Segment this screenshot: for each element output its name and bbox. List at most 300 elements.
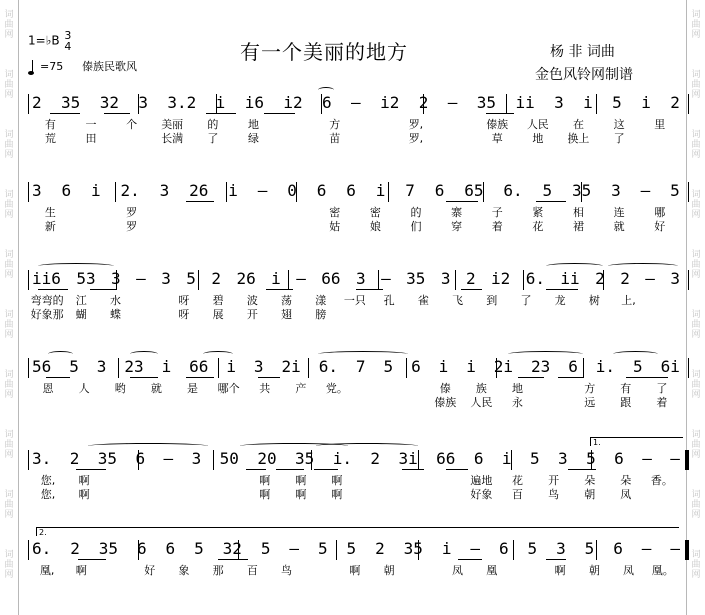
lyric-word [355,132,396,146]
note-token: i [466,357,476,376]
note-group [32,180,680,202]
note-token: 35 [406,269,426,288]
lyric-word: 膀 [315,308,327,321]
note-token: 2 [69,449,80,468]
tempo-value: =75 [40,60,64,73]
note-token: 26 [236,269,256,288]
lyric-word: 田 [85,132,97,145]
note-token: i [583,93,593,112]
beam-underline [206,113,236,114]
lyric-word [71,220,112,234]
note-token: 5 [346,539,357,558]
lyric-word [436,118,477,132]
note-token: 5 [584,539,595,558]
note-token: i [91,181,101,200]
note-token: 3 [356,269,366,288]
lyric-word [111,132,152,146]
lyric-word: 绿 [247,132,259,145]
lyric-word: 啊 [331,474,343,487]
note-token: 53 [76,269,96,288]
lyric-word [133,308,167,322]
note-token: i. [332,449,352,468]
slur-mark [318,87,334,93]
lyric-word: 雀 [417,294,429,307]
lyric-word: 的 [207,118,219,131]
lyric-word [283,396,319,410]
lyric-word [475,308,509,322]
lyric-word: 连 [613,206,625,219]
beam-underline [76,469,106,470]
lyric-word [646,294,680,308]
lyric-word: 寨 [451,206,463,219]
note-token: 3.2 [167,93,197,112]
note-token: i [226,357,236,376]
lyric-word: 的 [410,206,422,219]
note-token: 3 [138,93,148,112]
watermark-text: 词 曲 网 [4,430,14,460]
beam-underline [218,559,248,560]
slur-mark [608,263,678,269]
watermark-text: 词 曲 网 [691,250,701,280]
barline [28,450,29,470]
lyric-word [355,118,396,132]
barline [688,94,689,114]
lyric-word [138,396,174,410]
note-token: – [447,93,458,112]
lyric-word [66,396,102,410]
lyric-word [71,206,112,220]
lyric-word: 荡 [281,294,293,307]
composer-credit: 杨 非 词曲 [550,44,615,60]
notes-line [18,180,688,202]
beam-underline [568,469,596,470]
beam-underline [546,289,578,290]
lyric-word: 鸟 [548,488,560,501]
note-token: 2 [670,93,680,112]
note-token: 3 [253,357,264,376]
lyric-word: 密 [369,206,381,219]
lyric-word: 傣 [439,382,451,395]
beam-underline [518,377,544,378]
note-token: 3 [558,449,568,468]
lyric-word: 这 [613,118,625,131]
lyric-word: 草 [491,132,503,145]
note-token: 6 [613,539,623,558]
note-token: 35 [97,449,118,468]
lyric-word: 啊 [331,488,343,501]
lyric-word [174,396,210,410]
lyric-word: 傣族 [486,118,509,131]
note-token: 5 [542,181,553,200]
key-label: 1=♭B [28,33,60,48]
note-token: 6. [525,269,545,288]
lyric-word: 哪 [654,206,666,219]
note-token: 20 [257,449,277,468]
note-token: 6 [135,449,146,468]
tempo-marking [32,60,63,73]
note-token: 6 [614,449,624,468]
lyric-word: 花 [511,474,523,487]
lyric-word: 方 [329,118,341,131]
lyric-word: 党。 [325,382,348,395]
note-token: i [641,93,651,112]
lyric-word [152,206,193,220]
note-token: i. [595,357,616,376]
style-label: 傣族民歌风 [82,60,137,73]
lyric-word: 啊 [259,488,271,501]
lyric-word: 啊 [259,474,271,487]
note-token: 5 [670,181,680,200]
barline [28,182,29,202]
lyric-word [644,488,680,502]
note-token: 35 [61,93,81,112]
lyric-word: 朵 [620,474,632,487]
lyric-word: 紧 [532,206,544,219]
note-token: 2 [620,269,630,288]
note-token: i6 [244,93,264,112]
lyric-word [274,206,315,220]
beam-underline [246,469,266,470]
lyric-word: 遍地 [470,474,493,487]
lyric-word: 傣族 [434,396,457,409]
lyric-word: 了 [656,382,668,395]
lyric-word [102,396,138,410]
note-group [32,356,680,378]
lyric-word: 永 [511,396,523,409]
note-token: – [257,181,268,200]
note-token: i2 [491,269,511,288]
note-token: 35 [476,93,497,112]
lyric-word [304,564,338,578]
lyric-word: 蝴 [75,308,87,321]
lyric-word [646,308,680,322]
lyric-word: 啊 [75,564,87,577]
lyric-word [406,564,440,578]
watermark-text: 词 曲 网 [691,430,701,460]
lyric-word [391,382,427,396]
lyric-word: 朝 [588,564,600,577]
lyric-word [509,308,543,322]
lyric-word: 人民 [470,396,493,409]
slur-mark [38,263,114,269]
note-token: 6 [411,357,421,376]
note-token: 6 [473,449,484,468]
note-token: 3 [111,269,121,288]
lyric-word: 那 [212,564,224,577]
lyric-word [152,220,193,234]
lyric-word: 是 [186,382,198,395]
lyric-word: 一只 [343,294,366,307]
lyric-word [319,396,355,410]
barline [688,270,689,290]
note-token: 56 [32,357,52,376]
lyric-word [406,308,440,322]
lyric-word: 呀 [178,294,190,307]
note-token: 5 [69,357,79,376]
watermark-text: 词 曲 网 [691,370,701,400]
lyric-word [338,308,372,322]
lyric-word: 开 [246,308,258,321]
lyric-line [18,118,680,132]
lyric-word: 就 [150,382,162,395]
beam-underline [626,377,668,378]
lyric-word: 生 [44,206,56,219]
notes-line [18,356,688,378]
note-token: 7 [405,181,415,200]
lyric-word [577,308,611,322]
barline [688,540,689,560]
note-token: 2 [32,93,42,112]
slur-mark [316,443,418,449]
lyric-word: 密 [329,206,341,219]
lyric-word: 恩 [42,382,54,395]
lyric-word: 到 [486,294,498,307]
lyric-word: 子 [491,206,503,219]
lyric-word: 朵 [584,474,596,487]
lyric-word: 有 [44,118,56,131]
lyric-word: 飞 [452,294,464,307]
lyric-word: 啊 [295,474,307,487]
lyric-word: 花 [532,220,544,233]
lyric-word [211,488,247,502]
lyric-word [193,206,234,220]
page-title: 有一个美丽的地方 [240,40,408,64]
note-token: 6. [503,181,523,200]
lyric-word: 罗 [126,220,138,233]
beam-underline [104,113,130,114]
lyric-word [427,488,463,502]
note-token: 5 [529,449,540,468]
time-bottom: 4 [64,40,72,53]
watermark-text: 词 曲 网 [4,70,14,100]
note-token: i [438,357,449,376]
lyric-word: 远 [584,396,596,409]
lyric-line [18,474,680,488]
beam-underline [402,469,424,470]
lyric-word: 朝 [584,488,596,501]
lyric-word [355,488,391,502]
lyric-word: 方 [584,382,596,395]
note-token: 35 [403,539,423,558]
beam-underline [446,201,478,202]
note-token: 2 [211,269,221,288]
lyric-word: 蝶 [110,308,121,321]
watermark-text: 词 曲 网 [691,550,701,580]
lyric-word: 族 [475,382,487,395]
barline [28,270,29,290]
lyric-word [233,220,274,234]
lyric-word: 有 [620,382,632,395]
lyric-word [174,474,210,488]
lyric-word: 娘 [369,220,381,233]
lyric-word: 龙 [554,294,566,307]
note-token: i [441,539,452,558]
slur-mark [318,351,408,357]
note-token: 2. [120,181,140,200]
note-token: 5 [527,539,538,558]
lyric-word [174,488,210,502]
note-token: 3 [440,269,451,288]
note-token: 3 [161,269,171,288]
note-token: 32 [222,539,242,558]
note-token: 5 [383,357,394,376]
lyric-word [274,118,315,132]
lyric-word: 人 [78,382,90,395]
lyric-word: 哟 [114,382,126,395]
lyric-word: 您, [40,474,56,487]
note-token: 50 [219,449,239,468]
lyric-word: 地 [247,118,259,131]
slur-mark [546,263,603,269]
watermark-text: 词 曲 网 [691,310,701,340]
beam-underline [130,377,158,378]
lyric-word: 凰 [486,564,498,577]
lyric-word: 啊 [78,474,90,487]
lyric-word: 鸟 [281,564,293,577]
lyric-word: 着 [491,220,503,233]
volta-bracket: 1. [590,437,683,446]
note-token: – [381,269,391,288]
note-token: – [641,539,652,558]
note-token: 23 [124,357,144,376]
beam-underline [461,289,482,290]
lyric-word: 哪个 [217,382,240,395]
slur-mark [508,351,583,357]
lyric-line [18,308,680,322]
notes-line [18,268,688,290]
beam-underline [558,377,584,378]
beam-underline [356,289,383,290]
lyric-word: 了 [207,132,219,145]
note-token: 3 [96,357,107,376]
lyric-word [211,474,247,488]
final-barline [685,540,688,560]
lyric-word [98,564,132,578]
note-token: ii [560,269,580,288]
note-token: 3 [191,449,202,468]
note-token: – [640,181,651,200]
note-token: – [351,93,361,112]
barline [28,540,29,560]
lyric-word: 美丽 [161,118,184,131]
lyric-word [274,132,315,146]
lyric-word [102,474,138,488]
lyric-word [440,308,474,322]
lyric-word: 呀 [178,308,190,321]
watermark-text: 词 曲 网 [4,310,14,340]
lyric-word: 裙 [572,220,584,233]
note-token: 5 [186,269,196,288]
watermark-text: 词 曲 网 [691,70,701,100]
slur-mark [130,351,158,357]
note-token: 7 [355,357,366,376]
note-token: 35 [572,181,592,200]
score-maker-credit: 金色风铃网制谱 [535,67,633,83]
watermark-text: 词 曲 网 [4,250,14,280]
lyric-word: 波 [246,294,258,307]
note-group [32,92,680,114]
note-token: 6 [434,181,445,200]
lyric-word [138,488,174,502]
beam-underline [266,289,293,290]
lyric-word: 上, [621,294,636,307]
note-token: – [670,539,680,558]
lyric-word [536,396,572,410]
lyric-word: 里 [654,118,666,131]
note-token: 6. [32,539,52,558]
beam-underline [314,469,338,470]
lyric-word: 您, [40,488,56,501]
note-token: 35 [295,449,315,468]
lyric-word: 弯弯的 [30,294,64,307]
note-token: – [645,269,655,288]
lyric-word: 水 [110,294,121,307]
note-token: – [470,539,481,558]
watermark-text: 词 曲 网 [691,10,701,40]
lyric-line [18,132,680,146]
lyric-word: 跟 [620,396,632,409]
beam-underline [186,201,214,202]
lyric-word [355,396,391,410]
notes-line [18,528,688,560]
lyric-line [18,206,680,220]
lyric-line [18,294,680,308]
lyric-word: 人民 [526,118,549,131]
note-token: 6 [316,181,327,200]
lyric-word [391,488,427,502]
beam-underline [78,559,106,560]
lyric-word [247,396,283,410]
lyric-word [536,382,572,396]
lyric-word [427,474,463,488]
lyric-word: 在 [572,118,584,131]
quarter-note-icon [32,60,36,72]
note-token: 5 [260,539,271,558]
lyric-word: 好 [654,220,666,233]
note-group [32,448,680,470]
lyric-word: 个 [126,118,138,131]
lyric-word: 凤 [623,564,635,577]
watermark-text: 词 曲 网 [691,490,701,520]
lyric-word: 罗, [408,118,424,131]
watermark-text: 词 曲 网 [4,130,14,160]
note-token: 26 [189,181,209,200]
note-token: 32 [99,93,119,112]
slur-mark [203,351,233,357]
beam-underline [46,377,70,378]
note-token: 3 [32,181,42,200]
note-token: i [501,449,512,468]
lyric-word: 朝 [383,564,395,577]
lyric-word [133,294,167,308]
note-token: 2 [370,449,381,468]
notes-line [18,92,688,114]
note-token: 6 [61,181,72,200]
lyric-line [18,488,680,502]
lyric-word: 地 [532,132,544,145]
lyric-word: 好象 [470,488,493,501]
barline [28,358,29,378]
lyric-line [18,564,680,578]
note-token: 2 [595,269,605,288]
note-token: 6 [322,93,332,112]
beam-underline [50,113,80,114]
note-token: 3 [159,181,170,200]
lyric-word [102,488,138,502]
watermark-text: 词 曲 网 [691,190,701,220]
note-token: 6 [165,539,176,558]
lyric-word [391,474,427,488]
